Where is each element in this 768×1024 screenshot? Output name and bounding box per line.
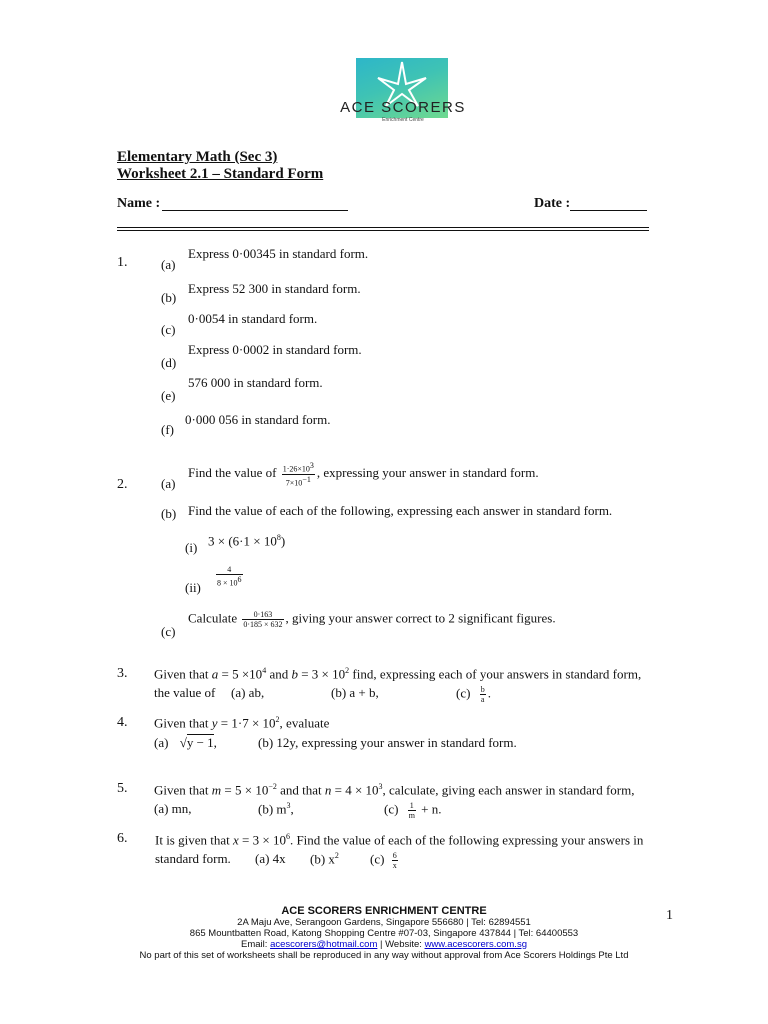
page-number: 1 (666, 908, 673, 923)
date-label: Date : (534, 196, 571, 211)
question-text: 0·0054 in standard form. (188, 311, 318, 326)
part-label: (i) (185, 540, 198, 555)
question-text: 0·000 056 in standard form. (185, 412, 331, 427)
part-a: (a) √y − 1, (154, 735, 217, 750)
divider (117, 230, 649, 231)
course-title: Elementary Math (Sec 3) (117, 149, 278, 165)
question-text: Find the value of each of the following, expressing each answer in standard form. (188, 503, 613, 518)
part-a: (a) mn, (154, 801, 192, 816)
logo-subtitle: Enrichment Centre (382, 117, 424, 123)
part-c: (c) $\frac{b}{a}$ . (456, 685, 491, 704)
part-label: (a) (161, 476, 176, 491)
question-text: 576 000 in standard form. (188, 375, 323, 390)
part-c: (c) $\frac{6}{x}$ (370, 851, 397, 870)
part-label: (a) (161, 257, 176, 272)
question-text: Given that $y = 1\cdot 7 \times 10^2$, evaluate (154, 715, 330, 731)
part-b: (b) $m^3$, (258, 801, 294, 817)
part-b: (b) $x^2$ (310, 851, 339, 867)
fraction: $\frac{0\cdot 163}{0\cdot 185 \times 632}$ (243, 610, 283, 629)
name-field[interactable] (162, 196, 348, 211)
part-label: (d) (161, 355, 177, 370)
question-text: It is given that $x = 3 \times 10^6$. Find the value of each of the following expressing your answers in (155, 832, 644, 848)
part-b: (b) 12y, expressing your answer in standard form. (258, 735, 517, 750)
footer-title: ACE SCORERS ENRICHMENT CENTRE (281, 905, 487, 917)
question-number: 2. (117, 477, 128, 492)
divider (117, 227, 649, 228)
footer-address-1: 2A Maju Ave, Serangoon Gardens, Singapore 556680 | Tel: 62894551 (237, 917, 531, 928)
date-field[interactable] (570, 196, 647, 211)
question-text: Express 0·00345 in standard form. (188, 246, 369, 261)
part-label: (ii) (185, 580, 201, 595)
part-label: (c) (161, 322, 176, 337)
question-text (214, 565, 245, 588)
part-label: (c) (161, 624, 176, 639)
fraction: $\frac{4}{8 \times 10^6}$ (217, 565, 242, 588)
question-text: Find the value of $\frac{1\cdot 26\times 10^3}{7\times 10^{-1}}$ , expressing your answer in standard form. (188, 461, 539, 488)
part-c: (c) $\frac{1}{m}$ + n. (384, 801, 442, 820)
website-link[interactable]: www.acescorers.com.sg (424, 939, 527, 950)
footer-contact: Email: acescorers@hotmail.com | Website: www.acescorers.com.sg (241, 939, 527, 950)
part-a: (a) ab, (231, 685, 265, 700)
question-text: Express 52 300 in standard form. (188, 281, 361, 296)
question-number: 4. (117, 715, 128, 730)
footer (0, 906, 768, 961)
question-text: Calculate $\frac{0\cdot 163}{0\cdot 185 \times 632}$ , giving your answer correct to 2 significant figures. (188, 610, 556, 629)
logo-name: ACE SCORERS (340, 99, 466, 116)
part-a: (a) 4x (255, 851, 286, 866)
part-label: (f) (161, 422, 174, 437)
question-number: 5. (117, 781, 128, 796)
part-b: (b) a + b, (331, 685, 379, 700)
question-text: Given that $a = 5 \times 10^4$ and $b = 3 \times 10^2$ find, expressing each of your answers in standard form, (154, 666, 642, 682)
footer-address-2: 865 Mountbatten Road, Katong Shopping Centre #07-03, Singapore 437844 | Tel: 64400553 (189, 928, 579, 939)
part-label: (e) (161, 388, 176, 403)
worksheet-title: Worksheet 2.1 – Standard Form (117, 166, 324, 182)
email-link[interactable]: acescorers@hotmail.com (270, 939, 378, 950)
question-text: $3 \times (6\cdot 1 \times 10^8)$ (208, 533, 286, 549)
fraction: $\frac{1\cdot 26\times 10^3}{7\times 10^{-1}}$ (282, 461, 314, 488)
footer-notice: No part of this set of worksheets shall be reproduced in any way without approval from Ace Scorers Holdings Pte Ltd (139, 950, 629, 961)
question-number: 3. (117, 666, 128, 681)
question-number: 1. (117, 255, 128, 270)
name-label: Name : (117, 196, 161, 211)
part-label: (b) (161, 290, 177, 305)
part-label: (b) (161, 506, 177, 521)
question-text: standard form. (155, 851, 231, 866)
question-text: Express 0·0002 in standard form. (188, 342, 362, 357)
question-text: the value of (154, 685, 216, 700)
question-text: Given that $m = 5 \times 10^{-2}$ and that $n = 4 \times 10^3$, calculate, giving each answer in standard form, (154, 782, 635, 798)
question-number: 6. (117, 831, 128, 846)
